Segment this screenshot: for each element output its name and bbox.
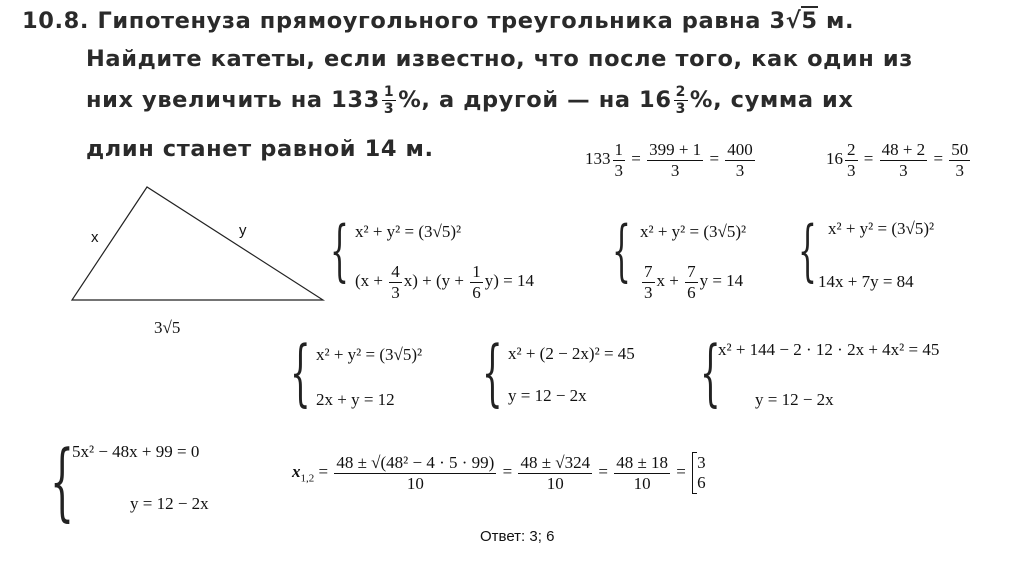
- frac-num: 48 ± √324: [520, 452, 591, 472]
- s6-eq1: x² + 144 − 2 · 12 · 2x + 4x² = 45: [718, 340, 940, 359]
- root-1: 3: [697, 453, 706, 473]
- s3-eq1: x² + y² = (3√5)²: [828, 219, 935, 238]
- s1-eq1: x² + y² = (3√5)²: [355, 222, 462, 241]
- s2-eq2-mid: x +: [656, 270, 684, 290]
- conversion-second: 16 $\frac{2}{3}$ = $\frac{48 + 2}{3}$ = $\frac{50}{3}$: [826, 140, 969, 180]
- triangle-label-hypotenuse: 3√5: [154, 318, 181, 337]
- triangle-label-y: y: [239, 222, 247, 239]
- frac-den: 3: [614, 160, 623, 180]
- roots-subscript: 1,2: [300, 472, 315, 485]
- s2-eq2-end: y = 14: [699, 270, 744, 290]
- problem-line-2: Найдите катеты, если известно, что после того, как один из: [86, 46, 913, 72]
- frac-num: 1: [614, 140, 623, 159]
- s4-eq1: x² + y² = (3√5)²: [316, 345, 423, 364]
- frac-den: 3: [880, 160, 928, 181]
- frac-num: 400: [727, 140, 753, 159]
- s1-frac-2: [470, 262, 483, 302]
- problem-line3-c: %, сумма их: [689, 87, 854, 114]
- problem-line3-a: них увеличить на 133: [86, 87, 380, 114]
- problem-line1-text: Гипотенуза прямоугольного треугольника равна 3: [97, 8, 786, 34]
- s2-frac-2: [685, 262, 698, 302]
- s4-eq2: 2x + y = 12: [316, 390, 395, 409]
- roots-var: x: [292, 461, 301, 481]
- system-brace: {: [798, 212, 817, 289]
- s7-eq2: y = 12 − 2x: [130, 494, 209, 513]
- frac-num: 2: [847, 140, 856, 159]
- frac-den: 3: [383, 101, 395, 118]
- answer-text: Ответ: 3; 6: [480, 528, 555, 545]
- problem-frac-2: [674, 84, 688, 117]
- system-brace: {: [612, 212, 631, 289]
- frac-den: 3: [647, 160, 703, 181]
- frac-num: 48 ± 18: [616, 452, 669, 472]
- s6-eq2: y = 12 − 2x: [755, 390, 834, 409]
- conv-frac: [845, 140, 858, 180]
- system-brace: {: [290, 330, 311, 414]
- root-2: 6: [697, 473, 706, 492]
- frac-num: 7: [687, 262, 696, 281]
- conv-whole: 133: [585, 148, 611, 168]
- sqrt-sign: √: [785, 8, 802, 34]
- s3-eq2: 14x + 7y = 84: [818, 272, 914, 291]
- frac-den: 10: [614, 473, 670, 494]
- conversion-first: 133 $\frac{1}{3}$ = $\frac{399 + 1}{3}$ = $\frac{400}{3}$: [585, 140, 753, 180]
- problem-line-1: [22, 8, 854, 34]
- problem-line1-unit: м.: [826, 8, 855, 34]
- frac-den: 10: [334, 473, 496, 494]
- conv-frac: [613, 140, 626, 180]
- s5-eq2: y = 12 − 2x: [508, 386, 587, 405]
- frac-den: 3: [391, 282, 400, 302]
- triangle-diagram: [60, 180, 340, 305]
- conv-frac: [949, 140, 970, 180]
- frac-den: 3: [675, 101, 686, 118]
- s2-frac-1: [642, 262, 655, 302]
- problem-line3-b: %, а другой — на 16: [398, 87, 672, 114]
- frac-num: 1: [383, 84, 395, 100]
- frac-num: 7: [644, 262, 653, 281]
- frac-den: 3: [725, 160, 755, 181]
- frac-den: 3: [644, 282, 653, 302]
- frac-num: 1: [472, 262, 481, 281]
- frac-den: 3: [949, 160, 970, 181]
- s1-frac-1: [389, 262, 402, 302]
- system-brace: {: [50, 432, 75, 530]
- s2-eq1: x² + y² = (3√5)²: [640, 222, 747, 241]
- frac-num: 2: [675, 84, 686, 100]
- s1-eq2-b: x) + (y +: [403, 270, 469, 290]
- roots-formula: $x_{1,2}$ = $\frac{\text{48 ± √(48² − 4 · 5 · 99)}}{10}$ = $\frac{48 \pm √324}{10}$ = $\frac{48 \pm 18}{10}$ = 3 6: [292, 452, 706, 493]
- roots-frac-3: [614, 453, 670, 493]
- s5-eq1: x² + (2 − 2x)² = 45: [508, 344, 635, 363]
- problem-line-3: [86, 84, 854, 117]
- s2-eq2: [640, 262, 743, 302]
- frac-num: 48 ± √(48² − 4 · 5 · 99): [336, 452, 495, 472]
- conv-frac: [880, 140, 928, 180]
- frac-den: 6: [687, 282, 696, 302]
- system-brace: {: [482, 330, 503, 414]
- frac-den: 10: [518, 473, 592, 494]
- triangle-shape: [72, 187, 323, 300]
- s1-eq2-c: y) = 14: [484, 270, 534, 290]
- system-brace: {: [700, 330, 721, 414]
- roots-frac-2: [518, 453, 592, 493]
- problem-frac-1: [382, 84, 396, 117]
- triangle-label-x: x: [91, 229, 99, 246]
- frac-num: 48 + 2: [881, 140, 926, 159]
- frac-num: 399 + 1: [649, 140, 702, 159]
- conv-frac: [647, 140, 703, 180]
- roots-values: [697, 453, 706, 492]
- roots-lhs: [292, 461, 315, 485]
- problem-line1-root: 5: [801, 8, 818, 34]
- conv-whole: 16: [826, 148, 843, 168]
- s7-eq1: 5x² − 48x + 99 = 0: [72, 442, 200, 461]
- system-brace: {: [330, 212, 349, 289]
- frac-den: 3: [847, 160, 856, 180]
- frac-num: 4: [391, 262, 400, 281]
- problem-line-4: длин станет равной 14 м.: [86, 136, 434, 162]
- s1-eq2: [355, 262, 534, 302]
- frac-num: 50: [951, 140, 969, 159]
- conv-frac: [725, 140, 755, 180]
- s1-eq2-a: (x +: [355, 270, 388, 290]
- frac-den: 6: [472, 282, 481, 302]
- roots-frac-1: [334, 453, 496, 493]
- problem-number: 10.8.: [22, 8, 90, 34]
